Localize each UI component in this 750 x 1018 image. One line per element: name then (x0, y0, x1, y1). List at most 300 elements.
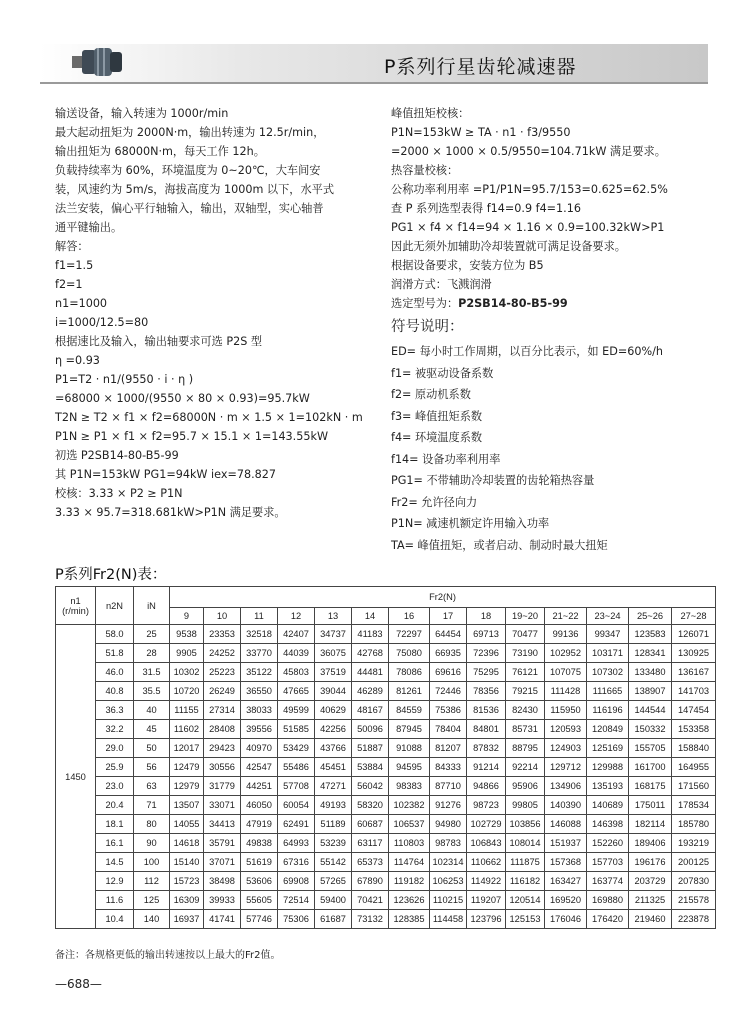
fr2-cell: 146088 (545, 815, 587, 834)
n2-cell: 36.3 (96, 701, 134, 720)
fr2-cell: 14618 (170, 834, 204, 853)
table-row (56, 663, 716, 682)
fr2-cell: 24252 (204, 644, 241, 663)
fr2-cell: 72514 (278, 891, 315, 910)
text-line: 输出扭矩为 68000N·m，每天工作 12h。 (55, 145, 265, 158)
fr2-cell: 39933 (204, 891, 241, 910)
fr2-cell: 95906 (506, 777, 545, 796)
fr2-cell: 51887 (352, 739, 389, 758)
size-header: 18 (467, 608, 506, 625)
symbol-item: TA= 峰值扭矩，或者启动、制动时最大扭矩 (391, 538, 608, 552)
size-header: 14 (352, 608, 389, 625)
ratio-cell: 80 (134, 815, 170, 834)
n2-cell: 16.1 (96, 834, 134, 853)
fr2-cell: 67316 (278, 853, 315, 872)
fr2-cell: 123796 (467, 910, 506, 929)
fr2-cell: 207830 (672, 872, 716, 891)
n2-header: n2N (96, 587, 134, 625)
fr2-cell: 11602 (170, 720, 204, 739)
ratio-cell: 50 (134, 739, 170, 758)
size-header: 12 (278, 608, 315, 625)
fr2-cell: 99347 (587, 625, 629, 644)
fr2-cell: 219460 (629, 910, 672, 929)
fr2-cell: 42547 (241, 758, 278, 777)
fr2-cell: 91088 (389, 739, 430, 758)
fr2-cell: 134906 (545, 777, 587, 796)
fr2-cell: 81207 (430, 739, 467, 758)
fr2-cell: 110803 (389, 834, 430, 853)
fr2-cell: 144544 (629, 701, 672, 720)
page-title: P系列行星齿轮减速器 (384, 56, 577, 78)
fr2-cell: 75386 (430, 701, 467, 720)
fr2-cell: 38033 (241, 701, 278, 720)
fr2-cell: 102729 (467, 815, 506, 834)
fr2-cell: 45803 (278, 663, 315, 682)
fr2-cell: 88795 (506, 739, 545, 758)
text-line: 校核：3.33 × P2 ≥ P1N (55, 487, 183, 500)
fr2-cell: 91214 (467, 758, 506, 777)
fr2-cell: 27314 (204, 701, 241, 720)
text-line: f2=1 (55, 278, 83, 291)
fr2-cell: 66935 (430, 644, 467, 663)
fr2-cell: 38498 (204, 872, 241, 891)
fr2-cell: 73190 (506, 644, 545, 663)
fr2-cell: 75295 (467, 663, 506, 682)
fr2-cell: 189406 (629, 834, 672, 853)
ratio-cell: 112 (134, 872, 170, 891)
text-line: 最大起动扭矩为 2000N·m，输出转速为 12.5r/min， (55, 126, 325, 139)
n2-cell: 40.8 (96, 682, 134, 701)
fr2-cell: 158840 (672, 739, 716, 758)
fr2-cell: 123626 (389, 891, 430, 910)
fr2-cell: 42407 (278, 625, 315, 644)
fr2-cell: 128341 (629, 644, 672, 663)
n1-value: 1450 (56, 625, 96, 929)
fr2-cell: 62491 (278, 815, 315, 834)
fr2-cell: 13507 (170, 796, 204, 815)
table-row (56, 853, 716, 872)
fr2-cell: 16937 (170, 910, 204, 929)
fr2-cell: 153358 (672, 720, 716, 739)
fr2-cell: 106253 (430, 872, 467, 891)
text-line: n1=1000 (55, 297, 108, 310)
text-line: 根据速比及输入，输出轴要求可选 P2S 型 (55, 335, 263, 348)
size-header: 9 (170, 608, 204, 625)
n2-cell: 14.5 (96, 853, 134, 872)
fr2-cell: 31779 (204, 777, 241, 796)
footnote: 备注：各规格更低的输出转速按以上最大的Fr2值。 (55, 950, 281, 961)
n2-cell: 11.6 (96, 891, 134, 910)
fr2-cell: 78404 (430, 720, 467, 739)
ratio-cell: 125 (134, 891, 170, 910)
fr2-cell: 196176 (629, 853, 672, 872)
size-header: 25~26 (629, 608, 672, 625)
size-header: 16 (389, 608, 430, 625)
fr2-cell: 69713 (467, 625, 506, 644)
fr2-cell: 34413 (204, 815, 241, 834)
text-line: 3.33 × 95.7=318.681kW>P1N 满足要求。 (55, 506, 286, 519)
fr2-cell: 53606 (241, 872, 278, 891)
fr2-cell: 39556 (241, 720, 278, 739)
fr2-cell: 211325 (629, 891, 672, 910)
fr2-cell: 193219 (672, 834, 716, 853)
table-row (56, 777, 716, 796)
fr2-cell: 12979 (170, 777, 204, 796)
fr2-cell: 138907 (629, 682, 672, 701)
n2-cell: 25.9 (96, 758, 134, 777)
fr2-cell: 120514 (506, 891, 545, 910)
fr2-cell: 94866 (467, 777, 506, 796)
fr2-cell: 40629 (315, 701, 352, 720)
size-header: 27~28 (672, 608, 716, 625)
fr2-cell: 47665 (278, 682, 315, 701)
fr2-cell: 114458 (430, 910, 467, 929)
fr2-cell: 57265 (315, 872, 352, 891)
symbol-heading: 符号说明： (391, 319, 464, 335)
text-line: 根据设备要求，安装方位为 B5 (391, 259, 544, 272)
fr2-cell: 111875 (506, 853, 545, 872)
fr2-cell: 39044 (315, 682, 352, 701)
fr2-cell: 42256 (315, 720, 352, 739)
fr2-cell: 110662 (467, 853, 506, 872)
text-line: =68000 × 1000/(9550 × 80 × 0.93)=95.7kW (55, 392, 310, 405)
fr2-cell: 49193 (315, 796, 352, 815)
fr2-cell: 107302 (587, 663, 629, 682)
fr2-cell: 49599 (278, 701, 315, 720)
fr2-cell: 129712 (545, 758, 587, 777)
fr2-cell: 48167 (352, 701, 389, 720)
fr2-cell: 49838 (241, 834, 278, 853)
fr2-cell: 129988 (587, 758, 629, 777)
fr2-cell: 102382 (389, 796, 430, 815)
fr2-cell: 130925 (672, 644, 716, 663)
fr2-cell: 60687 (352, 815, 389, 834)
fr2-cell: 10302 (170, 663, 204, 682)
fr2-cell: 72446 (430, 682, 467, 701)
fr2-cell: 72297 (389, 625, 430, 644)
fr2-cell: 65373 (352, 853, 389, 872)
text-line: 输送设备，输入转速为 1000r/min (55, 107, 229, 120)
fr2-cell: 72396 (467, 644, 506, 663)
fr2-cell: 42768 (352, 644, 389, 663)
fr2-cell: 9538 (170, 625, 204, 644)
fr2-cell: 91276 (430, 796, 467, 815)
fr2-cell: 29423 (204, 739, 241, 758)
fr2-cell: 43766 (315, 739, 352, 758)
fr2-cell: 171560 (672, 777, 716, 796)
n2-cell: 23.0 (96, 777, 134, 796)
size-header: 23~24 (587, 608, 629, 625)
fr2-cell: 51189 (315, 815, 352, 834)
n2-cell: 20.4 (96, 796, 134, 815)
ratio-cell: 25 (134, 625, 170, 644)
fr2-cell: 124903 (545, 739, 587, 758)
fr2-cell: 111665 (587, 682, 629, 701)
n2-cell: 32.2 (96, 720, 134, 739)
symbol-item: f2= 原动机系数 (391, 388, 471, 401)
fr2-cell: 67890 (352, 872, 389, 891)
fr2-cell: 87832 (467, 739, 506, 758)
fr2-cell: 35122 (241, 663, 278, 682)
fr2-cell: 168175 (629, 777, 672, 796)
table-row (56, 720, 716, 739)
text-line: 法兰安装，偏心平行轴输入，输出，双轴型，实心轴普 (55, 202, 324, 215)
n2-cell: 29.0 (96, 739, 134, 758)
fr2-cell: 70477 (506, 625, 545, 644)
fr2-cell: 32518 (241, 625, 278, 644)
text-line: =2000 × 1000 × 0.5/9550=104.71kW 满足要求。 (391, 145, 666, 158)
fr2-cell: 176420 (587, 910, 629, 929)
symbol-list (391, 341, 711, 556)
fr2-header: Fr2(N) (170, 587, 716, 608)
fr2-cell: 169880 (587, 891, 629, 910)
fr2-cell: 140390 (545, 796, 587, 815)
fr2-cell: 126071 (672, 625, 716, 644)
fr2-cell: 175011 (629, 796, 672, 815)
fr2-cell: 103171 (587, 644, 629, 663)
n1-header-label: n1 (70, 595, 81, 606)
example-right-column (391, 104, 711, 556)
ratio-cell: 28 (134, 644, 170, 663)
table-row (56, 739, 716, 758)
fr2-cell: 215578 (672, 891, 716, 910)
fr2-cell: 44251 (241, 777, 278, 796)
fr2-cell: 33071 (204, 796, 241, 815)
page-number: —688— (55, 977, 102, 991)
table-row (56, 682, 716, 701)
symbol-item: ED= 每小时工作周期，以百分比表示，如 ED=60%/h (391, 345, 663, 358)
fr2-cell: 25223 (204, 663, 241, 682)
fr2-cell: 106843 (467, 834, 506, 853)
fr2-cell: 11155 (170, 701, 204, 720)
fr2-cell: 73132 (352, 910, 389, 929)
fr2-cell: 99805 (506, 796, 545, 815)
ratio-cell: 140 (134, 910, 170, 929)
fr2-cell: 59400 (315, 891, 352, 910)
fr2-cell: 106537 (389, 815, 430, 834)
selected-model-line (391, 294, 711, 313)
text-line: T2N ≥ T2 × f1 × f2=68000N · m × 1.5 × 1=102kN · m (55, 411, 363, 424)
fr2-cell: 125169 (587, 739, 629, 758)
size-header: 11 (241, 608, 278, 625)
fr2-cell: 60054 (278, 796, 315, 815)
fr2-cell: 78356 (467, 682, 506, 701)
fr2-cell: 99136 (545, 625, 587, 644)
fr2-cell: 152260 (587, 834, 629, 853)
selected-model-label: 选定型号为： (391, 297, 459, 310)
fr2-cell: 87945 (389, 720, 430, 739)
fr2-cell: 41183 (352, 625, 389, 644)
size-header: 10 (204, 608, 241, 625)
ratio-cell: 71 (134, 796, 170, 815)
fr2-cell: 53884 (352, 758, 389, 777)
fr2-cell: 125153 (506, 910, 545, 929)
fr2-table (55, 586, 716, 929)
fr2-cell: 182114 (629, 815, 672, 834)
fr2-cell: 69616 (430, 663, 467, 682)
fr2-cell: 169520 (545, 891, 587, 910)
fr2-cell: 81536 (467, 701, 506, 720)
symbol-item: f4= 环境温度系数 (391, 431, 483, 444)
n2-cell: 51.8 (96, 644, 134, 663)
fr2-cell: 157368 (545, 853, 587, 872)
fr2-cell: 12479 (170, 758, 204, 777)
ratio-cell: 56 (134, 758, 170, 777)
text-line: PG1 × f4 × f14=94 × 1.16 × 0.9=100.32kW>P1 (391, 221, 665, 234)
fr2-cell: 47919 (241, 815, 278, 834)
text-line: i=1000/12.5=80 (55, 316, 149, 329)
fr2-cell: 116182 (506, 872, 545, 891)
fr2-cell: 16309 (170, 891, 204, 910)
fr2-cell: 57746 (241, 910, 278, 929)
ratio-cell: 35.5 (134, 682, 170, 701)
fr2-cell: 84333 (430, 758, 467, 777)
ratio-header: iN (134, 587, 170, 625)
fr2-cell: 79215 (506, 682, 545, 701)
fr2-cell: 36075 (315, 644, 352, 663)
fr2-cell: 28408 (204, 720, 241, 739)
fr2-cell: 103856 (506, 815, 545, 834)
fr2-cell: 155705 (629, 739, 672, 758)
fr2-cell: 76121 (506, 663, 545, 682)
fr2-cell: 84801 (467, 720, 506, 739)
fr2-cell: 87710 (430, 777, 467, 796)
n2-cell: 10.4 (96, 910, 134, 929)
fr2-cell: 78086 (389, 663, 430, 682)
fr2-cell: 98783 (430, 834, 467, 853)
fr2-cell: 9905 (170, 644, 204, 663)
size-header: 17 (430, 608, 467, 625)
fr2-cell: 55605 (241, 891, 278, 910)
n2-cell: 18.1 (96, 815, 134, 834)
fr2-cell: 30556 (204, 758, 241, 777)
table-title: P系列Fr2(N)表： (55, 567, 167, 583)
fr2-cell: 53239 (315, 834, 352, 853)
fr2-cell: 176046 (545, 910, 587, 929)
ratio-cell: 31.5 (134, 663, 170, 682)
fr2-cell: 114922 (467, 872, 506, 891)
fr2-cell: 108014 (506, 834, 545, 853)
fr2-cell: 163774 (587, 872, 629, 891)
fr2-cell: 115950 (545, 701, 587, 720)
fr2-cell: 133480 (629, 663, 672, 682)
fr2-cell: 75080 (389, 644, 430, 663)
text-line: 解答： (55, 240, 89, 253)
text-line: 因此无须外加辅助冷却装置就可满足设备要求。 (391, 240, 626, 253)
fr2-cell: 120849 (587, 720, 629, 739)
text-line: 负载持续率为 60%，环境温度为 0~20℃，大车间安 (55, 164, 321, 177)
fr2-cell: 63117 (352, 834, 389, 853)
fr2-cell: 14055 (170, 815, 204, 834)
fr2-cell: 37519 (315, 663, 352, 682)
fr2-cell: 45451 (315, 758, 352, 777)
fr2-cell: 51585 (278, 720, 315, 739)
fr2-cell: 102314 (430, 853, 467, 872)
fr2-cell: 146398 (587, 815, 629, 834)
fr2-cell: 123583 (629, 625, 672, 644)
fr2-cell: 178534 (672, 796, 716, 815)
n2-cell: 46.0 (96, 663, 134, 682)
table-row (56, 758, 716, 777)
fr2-cell: 55142 (315, 853, 352, 872)
table-row (56, 815, 716, 834)
n1-header-unit: (r/min) (62, 605, 89, 616)
text-line: 初选 P2SB14-80-B5-99 (55, 449, 179, 462)
table-row (56, 701, 716, 720)
fr2-cell: 64993 (278, 834, 315, 853)
size-header: 21~22 (545, 608, 587, 625)
table-row (56, 625, 716, 644)
fr2-cell: 36550 (241, 682, 278, 701)
fr2-cell: 26249 (204, 682, 241, 701)
fr2-cell: 150332 (629, 720, 672, 739)
selected-model-value: P2SB14-80-B5-99 (458, 297, 568, 310)
symbol-item: f14= 设备功率利用率 (391, 452, 501, 466)
text-line: f1=1.5 (55, 259, 94, 272)
fr2-cell: 81261 (389, 682, 430, 701)
fr2-cell: 203729 (629, 872, 672, 891)
fr2-cell: 151937 (545, 834, 587, 853)
fr2-cell: 107075 (545, 663, 587, 682)
fr2-cell: 23353 (204, 625, 241, 644)
text-line: 润滑方式：飞溅润滑 (391, 278, 492, 291)
text-line: 查 P 系列选型表得 f14=0.9 f4=1.16 (391, 202, 581, 215)
fr2-cell: 161700 (629, 758, 672, 777)
gear-reducer-icon (70, 44, 126, 80)
fr2-cell: 119207 (467, 891, 506, 910)
fr2-cell: 223878 (672, 910, 716, 929)
fr2-cell: 140689 (587, 796, 629, 815)
fr2-cell: 58320 (352, 796, 389, 815)
check-lines (391, 104, 711, 294)
table-row (56, 644, 716, 663)
fr2-cell: 94980 (430, 815, 467, 834)
table-row (56, 796, 716, 815)
fr2-cell: 69908 (278, 872, 315, 891)
fr2-cell: 128385 (389, 910, 430, 929)
fr2-cell: 136167 (672, 663, 716, 682)
fr2-cell: 98383 (389, 777, 430, 796)
fr2-cell: 200125 (672, 853, 716, 872)
text-line: 公称功率利用率 =P1/P1N=95.7/153=0.625=62.5% (391, 183, 668, 196)
fr2-cell: 94595 (389, 758, 430, 777)
table-row (56, 872, 716, 891)
fr2-cell: 110215 (430, 891, 467, 910)
text-line: 通平键输出。 (55, 221, 123, 234)
fr2-cell: 84559 (389, 701, 430, 720)
fr2-cell: 163427 (545, 872, 587, 891)
fr2-cell: 35791 (204, 834, 241, 853)
symbol-item: P1N= 减速机额定许用输入功率 (391, 517, 550, 530)
fr2-cell: 61687 (315, 910, 352, 929)
n1-header (56, 587, 96, 625)
fr2-cell: 114764 (389, 853, 430, 872)
n2-cell: 12.9 (96, 872, 134, 891)
fr2-cell: 164955 (672, 758, 716, 777)
fr2-cell: 44481 (352, 663, 389, 682)
fr2-cell: 56042 (352, 777, 389, 796)
fr2-cell: 46050 (241, 796, 278, 815)
fr2-cell: 57708 (278, 777, 315, 796)
fr2-cell: 50096 (352, 720, 389, 739)
fr2-cell: 147454 (672, 701, 716, 720)
symbol-item: Fr2= 允许径向力 (391, 495, 478, 509)
fr2-cell: 37071 (204, 853, 241, 872)
table-row (56, 910, 716, 929)
symbol-item: f1= 被驱动设备系数 (391, 366, 494, 380)
fr2-cell: 55486 (278, 758, 315, 777)
symbol-item: f3= 峰值扭矩系数 (391, 409, 483, 423)
